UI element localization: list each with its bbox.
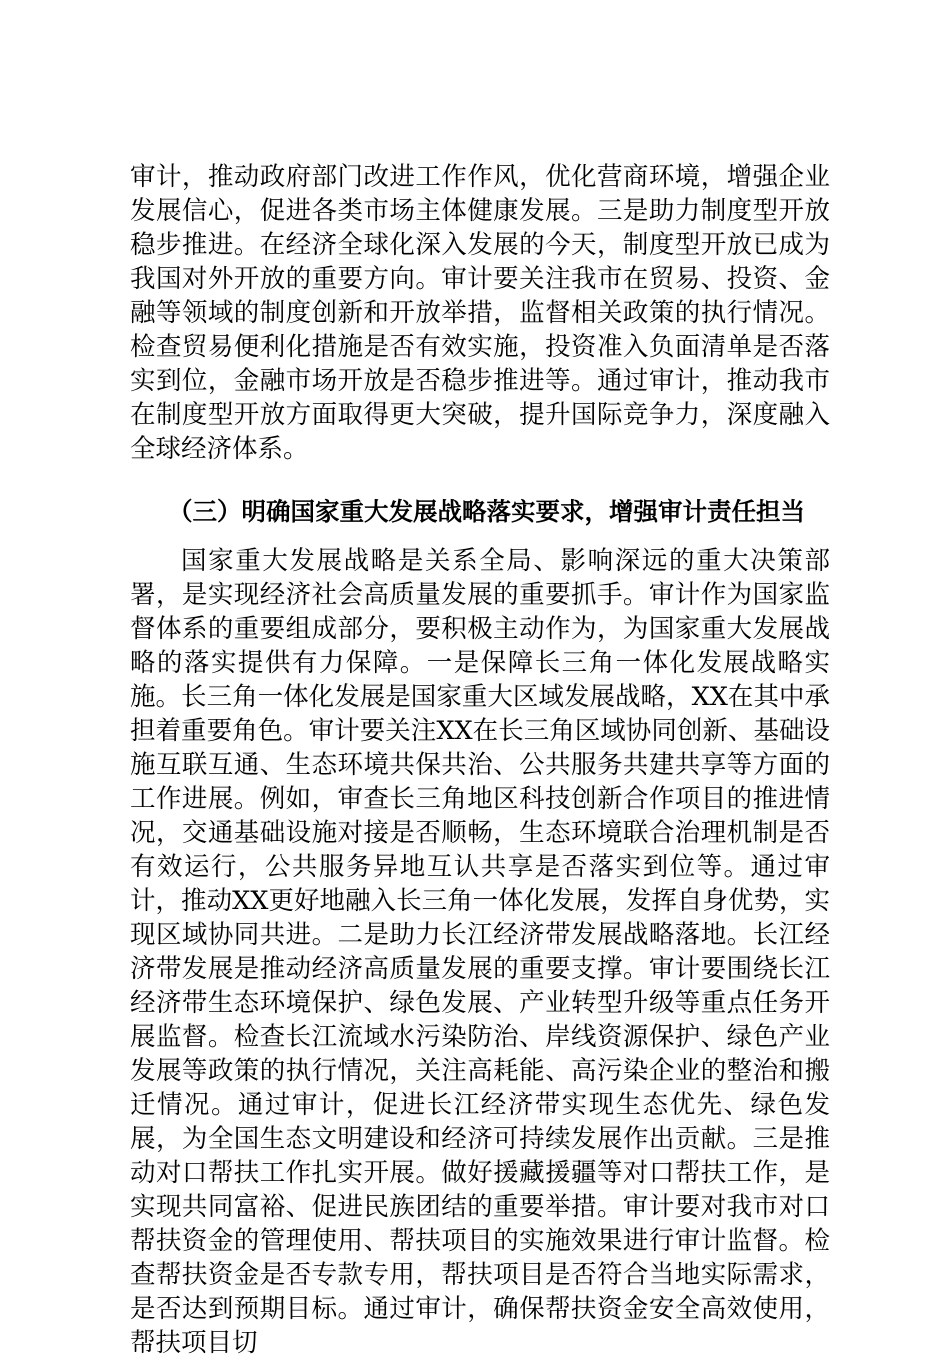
paragraph-main: 国家重大发展战略是关系全局、影响深远的重大决策部署，是实现经济社会高质量发展的重要抓手。审计作为国家监督体系的重要组成部分，要积极主动作为，为国家重大发展战略的落实提供有力保障。一是保障长三角一体化发展战略实施。长三角一体化发展是国家重大区域发展战略，XX在其中承担着重要角色。审计要关注XX在长三角区域协同创新、基础设施互联互通、生态环境共保共治、公共服务共建共享等方面的工作进展。例如，审查长三角地区科技创新合作项目的推进情况，交通基础设施对接是否顺畅，生态环境联合治理机制是否有效运行，公共服务异地互认共享是否落实到位等。通过审计，推动XX更好地融入长三角一体化发展，发挥自身优势，实现区域协同共进。二是助力长江经济带发展战略落地。长江经济带发展是推动经济高质量发展的重要支撑。审计要围绕长江经济带生态环境保护、绿色发展、产业转型升级等重点任务开展监督。检查长江流域水污染防治、岸线资源保护、绿色产业发展等政策的执行情况，关注高耗能、高污染企业的整治和搬迁情况。通过审计，促进长江经济带实现生态优先、绿色发展，为全国生态文明建设和经济可持续发展作出贡献。三是推动对口帮扶工作扎实开展。做好援藏援疆等对口帮扶工作，是实现共同富裕、促进民族团结的重要举措。审计要对我市对口帮扶资金的管理使用、帮扶项目的实施效果进行审计监督。检查帮扶资金是否专款专用，帮扶项目是否符合当地实际需求，是否达到预期目标。通过审计，确保帮扶资金安全高效使用，帮扶项目切	[130, 546, 830, 1358]
section-heading: （三）明确国家重大发展战略落实要求，增强审计责任担当	[167, 497, 805, 526]
paragraph-continuation: 审计，推动政府部门改进工作作风，优化营商环境，增强企业发展信心，促进各类市场主体健康发展。三是助力制度型开放稳步推进。在经济全球化深入发展的今天，制度型开放已成为我国对外开放的重要方向。审计要关注我市在贸易、投资、金融等领域的制度创新和开放举措，监督相关政策的执行情况。检查贸易便利化措施是否有效实施，投资准入负面清单是否落实到位，金融市场开放是否稳步推进等。通过审计，推动我市在制度型开放方面取得更大突破，提升国际竞争力，深度融入全球经济体系。	[130, 162, 830, 464]
document-page	[130, 160, 830, 1360]
